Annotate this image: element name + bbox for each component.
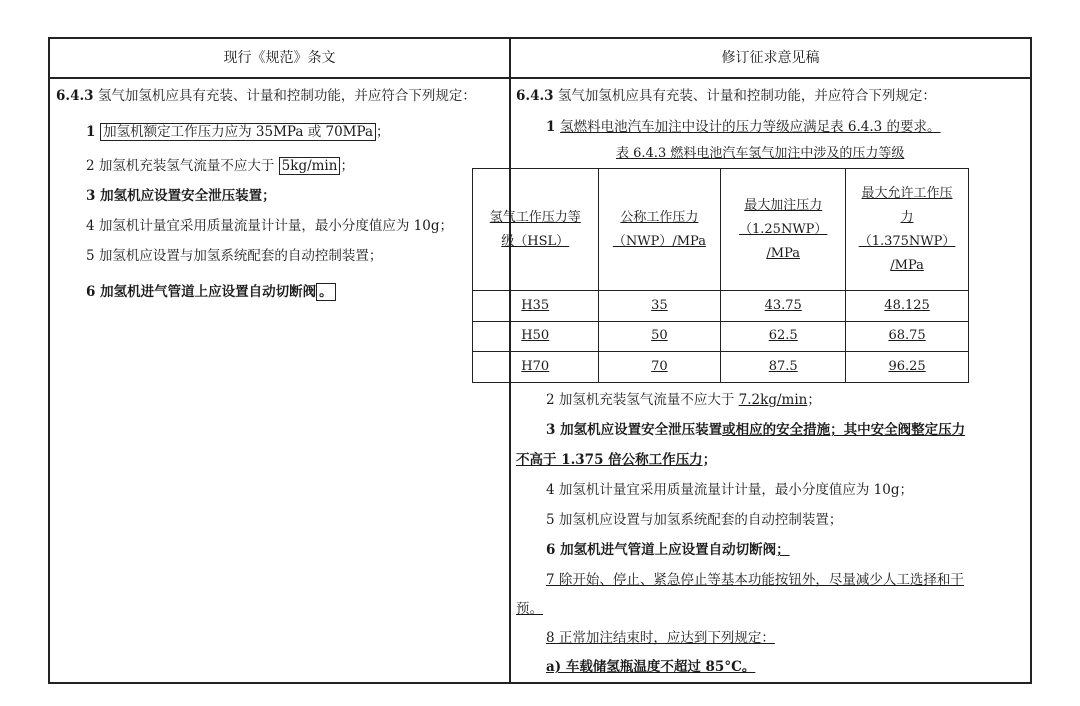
right-item-1-number: 1 bbox=[546, 119, 561, 135]
table-row bbox=[473, 352, 969, 383]
table-cell: 48.125 bbox=[884, 297, 930, 313]
table-header-max-fill-line1: 最大加注压力 bbox=[744, 197, 823, 213]
right-item-6-text: 6 加氢机进气管道上应设置自动切断阀 bbox=[546, 542, 777, 558]
right-clause-intro bbox=[516, 86, 936, 106]
table-header-row bbox=[473, 169, 969, 291]
left-item-6-text: 6 加氢机进气管道上应设置自动切断阀 bbox=[86, 284, 317, 300]
table-row bbox=[473, 321, 969, 352]
table-cell: 70 bbox=[651, 359, 668, 375]
right-item-2-end: ； bbox=[807, 392, 821, 408]
table-cell: H35 bbox=[521, 297, 550, 313]
table-header-max-fill bbox=[721, 169, 846, 291]
left-item-2-text: 2 加氢机充装氢气流量不应大于 bbox=[86, 158, 279, 174]
right-item-3-text: 3 加氢机应设置安全泄压装置 bbox=[546, 422, 723, 438]
right-item-3-line2 bbox=[516, 450, 716, 470]
left-item-6-boxed-end: 。 bbox=[316, 283, 336, 301]
right-item-7-line1: 7 除开始、停止、紧急停止等基本功能按钮外，尽量减少人工选择和干 bbox=[546, 572, 964, 588]
table-header-max-working-line1: 最大允许工作压 bbox=[861, 185, 953, 201]
right-item-6-end: ； bbox=[776, 542, 790, 558]
right-item-1-text: 氢燃料电池汽车加注中设计的压力等级应满足表 6.4.3 的要求。 bbox=[560, 119, 941, 135]
right-item-3-end: ； bbox=[702, 452, 717, 468]
header-current-spec: 现行《规范》条文 bbox=[223, 50, 336, 66]
left-item-1-end: ； bbox=[376, 124, 390, 140]
right-item-7-line2: 预。 bbox=[516, 601, 543, 617]
header-divider bbox=[50, 77, 1030, 79]
left-item-1-boxed-text: 加氢机额定工作压力应为 35MPa 或 70MPa bbox=[100, 123, 376, 141]
table-cell: 87.5 bbox=[768, 359, 798, 375]
table-header-nwp bbox=[598, 169, 721, 291]
right-item-2 bbox=[546, 390, 821, 410]
table-header-nwp-line1: 公称工作压力 bbox=[620, 209, 699, 225]
table-header-max-working-line4: /MPa bbox=[890, 257, 924, 273]
table-cell: 62.5 bbox=[768, 328, 798, 344]
table-row bbox=[473, 291, 969, 322]
right-item-3-added-cont: 不高于 1.375 倍公称工作压力 bbox=[516, 452, 703, 468]
right-item-5: 5 加氢机应设置与加氢系统配套的自动控制装置； bbox=[546, 512, 843, 528]
right-item-2-value: 7.2kg/min bbox=[738, 392, 808, 408]
header-revision-draft: 修订征求意见稿 bbox=[721, 50, 820, 66]
table-cell: H70 bbox=[521, 359, 550, 375]
left-clause-intro bbox=[56, 86, 476, 106]
table-header-hsl-line2: 级（HSL） bbox=[501, 233, 570, 249]
table-header-max-fill-line2: （1.25NWP） bbox=[739, 221, 828, 237]
left-item-2 bbox=[86, 156, 354, 176]
left-clause-number: 6.4.3 bbox=[56, 88, 94, 104]
left-item-5: 5 加氢机应设置与加氢系统配套的自动控制装置； bbox=[86, 248, 383, 264]
left-item-2-boxed-value: 5kg/min bbox=[279, 157, 341, 175]
left-item-1 bbox=[86, 122, 390, 142]
table-cell: 43.75 bbox=[764, 297, 802, 313]
table-cell: 68.75 bbox=[888, 328, 926, 344]
left-item-3: 3 加氢机应设置安全泄压装置； bbox=[86, 188, 276, 204]
table-header-max-working-line3: （1.375NWP） bbox=[858, 233, 956, 249]
left-intro-text: 氢气加氢机应具有充装、计量和控制功能，并应符合下列规定： bbox=[93, 88, 476, 104]
table-cell: 96.25 bbox=[888, 359, 926, 375]
right-item-1 bbox=[546, 117, 941, 137]
right-item-8: 8 正常加注结束时，应达到下列规定： bbox=[546, 630, 775, 646]
right-item-4: 4 加氢机计量宜采用质量流量计计量，最小分度值应为 10g； bbox=[546, 482, 913, 498]
table-cell: 35 bbox=[651, 297, 668, 313]
table-header-nwp-line2: （NWP）/MPa bbox=[612, 233, 706, 249]
right-item-3-added: 或相应的安全措施；其中安全阀整定压力 bbox=[722, 422, 966, 438]
table-header-max-working-line2: 力 bbox=[900, 209, 914, 225]
right-intro-text: 氢气加氢机应具有充装、计量和控制功能，并应符合下列规定： bbox=[553, 88, 936, 104]
table-cell: 50 bbox=[651, 328, 668, 344]
table-caption: 表 6.4.3 燃料电池汽车氢气加注中涉及的压力等级 bbox=[616, 146, 905, 161]
table-header-max-fill-line3: /MPa bbox=[766, 245, 801, 261]
left-item-6 bbox=[86, 282, 336, 302]
right-item-3-line1 bbox=[546, 420, 965, 440]
right-item-8a: a) 车载储氢瓶温度不超过 85°C。 bbox=[546, 659, 756, 675]
pressure-level-table bbox=[472, 168, 969, 383]
table-cell: H50 bbox=[521, 328, 550, 344]
right-item-2-text: 2 加氢机充装氢气流量不应大于 bbox=[546, 392, 739, 408]
table-header-max-working bbox=[846, 169, 969, 291]
right-item-6 bbox=[546, 540, 790, 560]
right-clause-number: 6.4.3 bbox=[516, 88, 554, 104]
left-item-4: 4 加氢机计量宜采用质量流量计计量，最小分度值应为 10g； bbox=[86, 218, 453, 234]
left-item-1-number: 1 bbox=[86, 124, 101, 140]
left-item-2-end: ； bbox=[340, 158, 354, 174]
table-header-hsl bbox=[473, 169, 599, 291]
table-header-hsl-line1: 氢气工作压力等 bbox=[489, 209, 581, 225]
